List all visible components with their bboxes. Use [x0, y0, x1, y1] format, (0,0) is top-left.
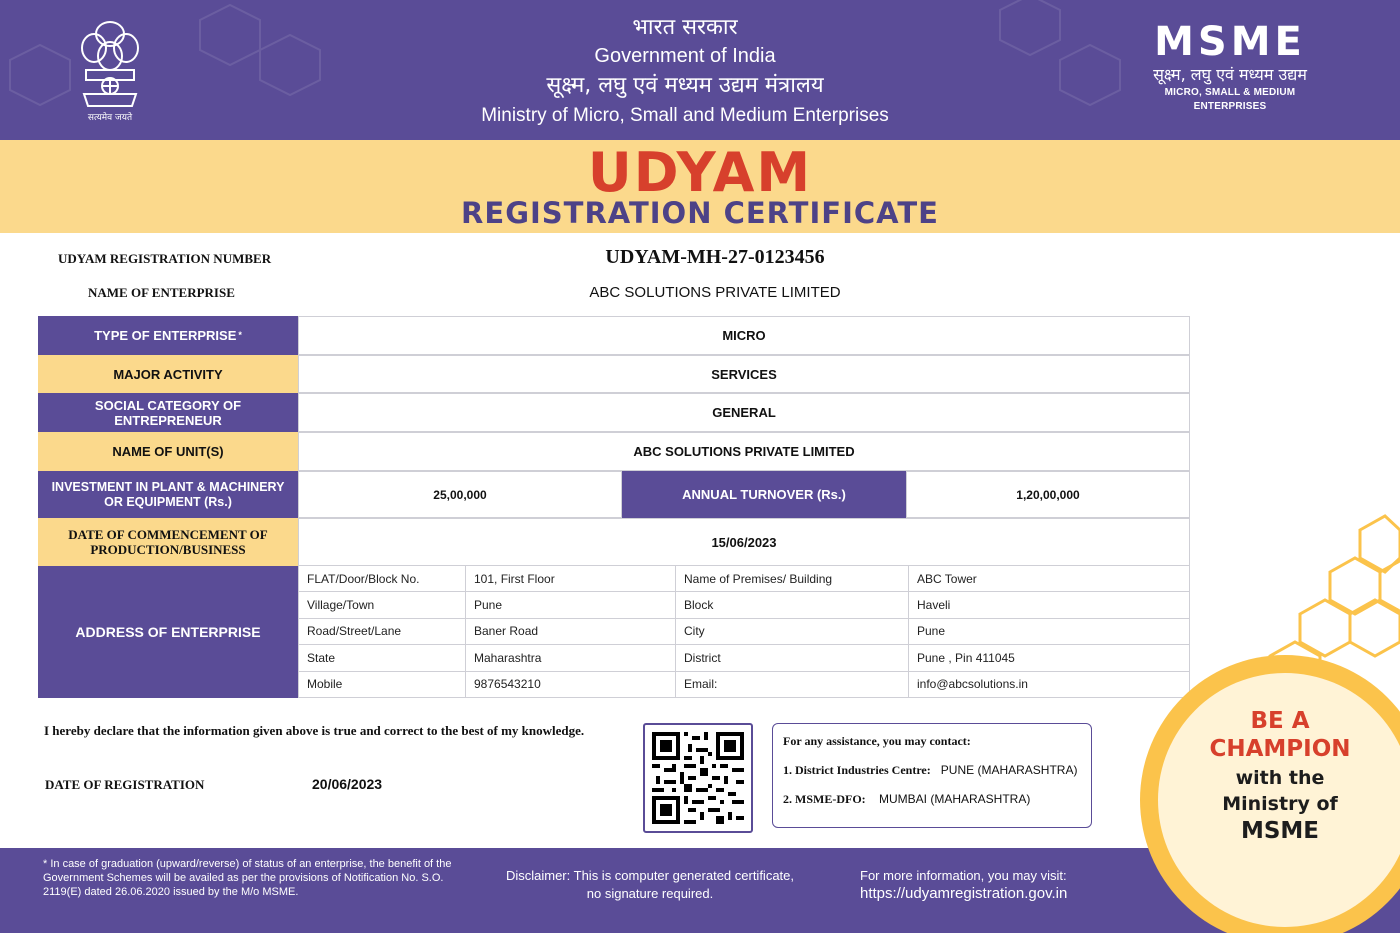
disclaimer-line-2: no signature required.: [586, 886, 714, 901]
assistance-line-dic: [783, 763, 1081, 778]
champion-line-2: CHAMPION: [1209, 736, 1351, 762]
lion-capital-icon: [72, 14, 148, 110]
assistance-box: [772, 723, 1092, 828]
declaration-text: I hereby declare that the information given above is true and correct to the best of my knowledge.: [44, 723, 585, 738]
type-of-enterprise-label-text: TYPE OF ENTERPRISE: [94, 328, 237, 343]
registration-date-value: 20/06/2023: [312, 776, 383, 792]
title-band: [0, 140, 1400, 233]
assistance-dfo-label: 2. MSME-DFO:: [783, 792, 866, 806]
qr-code[interactable]: [643, 723, 753, 833]
champion-line-1: BE A: [1250, 708, 1310, 734]
header-band: [0, 0, 1400, 140]
row-address: [38, 566, 1190, 698]
address-key: State: [298, 645, 466, 670]
enterprise-name-value: ABC SOLUTIONS PRIVATE LIMITED: [589, 284, 841, 301]
type-of-enterprise-value: MICRO: [298, 316, 1190, 355]
commencement-date-label: DATE OF COMMENCEMENT OF PRODUCTION/BUSINESS: [38, 518, 298, 566]
government-heading: [380, 14, 990, 130]
asterisk-marker: *: [238, 330, 242, 340]
address-key: Name of Premises/ Building: [676, 566, 909, 591]
social-category-value: GENERAL: [298, 393, 1190, 432]
name-of-unit-label: NAME OF UNIT(S): [38, 432, 298, 471]
assistance-dfo-value: MUMBAI (MAHARASHTRA): [879, 792, 1031, 806]
assistance-dic-label: 1. District Industries Centre:: [783, 763, 931, 777]
champion-line-3: with the: [1235, 767, 1325, 789]
registration-number-value: UDYAM-MH-27-0123456: [605, 246, 825, 268]
address-row: [298, 592, 1190, 618]
commencement-date-value: 15/06/2023: [298, 518, 1190, 566]
address-key: District: [676, 645, 909, 670]
row-major-activity: [38, 355, 1190, 393]
champion-line-4: Ministry of: [1222, 793, 1338, 815]
annual-turnover-value: 1,20,00,000: [906, 471, 1190, 518]
row-name-of-unit: [38, 432, 1190, 471]
gov-english-title: Government of India: [594, 45, 776, 67]
name-of-unit-value: ABC SOLUTIONS PRIVATE LIMITED: [298, 432, 1190, 471]
champion-line-5: MSME: [1240, 818, 1320, 844]
emblem-motto: सत्यमेव जयते: [87, 113, 133, 123]
certificate-title-sub: REGISTRATION CERTIFICATE: [461, 196, 939, 230]
row-social-category: [38, 393, 1190, 432]
ministry-hindi-title: सूक्ष्म, लघु एवं मध्यम उद्यम मंत्रालय: [546, 73, 824, 98]
enterprise-name-label: NAME OF ENTERPRISE: [88, 285, 235, 300]
row-investment-turnover: [38, 471, 1190, 518]
qr-code-icon: [652, 732, 744, 824]
address-key: Block: [676, 592, 909, 617]
address-value: Baner Road: [466, 619, 676, 644]
assistance-line-dfo: [783, 792, 1081, 807]
row-commencement-date: [38, 518, 1190, 566]
address-value: Pune , Pin 411045: [909, 645, 1190, 670]
address-label: ADDRESS OF ENTERPRISE: [38, 566, 298, 698]
investment-value: 25,00,000: [298, 471, 622, 518]
msme-logo-english: MICRO, SMALL & MEDIUM ENTERPRISES: [1164, 87, 1296, 112]
certificate-title-main: UDYAM: [587, 141, 813, 204]
major-activity-label: MAJOR ACTIVITY: [38, 355, 298, 393]
gov-hindi-title: भारत सरकार: [632, 15, 738, 40]
msme-logo-word: MSME: [1154, 19, 1306, 65]
address-row: [298, 672, 1190, 698]
msme-logo: [1130, 20, 1330, 110]
address-row: [298, 645, 1190, 671]
annual-turnover-label: ANNUAL TURNOVER (Rs.): [622, 471, 906, 518]
address-key: Mobile: [298, 672, 466, 697]
website-link[interactable]: https://udyamregistration.gov.in: [860, 885, 1068, 902]
address-grid: [298, 566, 1190, 698]
registration-date-label: DATE OF REGISTRATION: [45, 777, 205, 792]
address-value: 101, First Floor: [466, 566, 676, 591]
national-emblem: [72, 14, 148, 126]
address-value: Maharashtra: [466, 645, 676, 670]
address-key: Village/Town: [298, 592, 466, 617]
row-type-of-enterprise: [38, 316, 1190, 355]
address-value: Pune: [466, 592, 676, 617]
type-of-enterprise-label: [38, 316, 298, 355]
assistance-dic-value: PUNE (MAHARASHTRA): [940, 763, 1078, 777]
address-key: Email:: [676, 672, 909, 697]
msme-logo-hindi: सूक्ष्म, लघु एवं मध्यम उद्यम: [1153, 65, 1307, 84]
social-category-label: SOCIAL CATEGORY OF ENTREPRENEUR: [38, 393, 298, 432]
footer-note: * In case of graduation (upward/reverse) of status of an enterprise, the benefit of the Government Schemes will be availed as per the provisions of Notification No. S.O. 2119(E) dated 26.06.2020 issued by the M/o MSME.: [43, 858, 452, 898]
footer-disclaimer: [490, 867, 810, 903]
address-row: [298, 566, 1190, 592]
registration-number-label: UDYAM REGISTRATION NUMBER: [58, 251, 272, 266]
disclaimer-line-1: Disclaimer: This is computer generated certificate,: [505, 868, 795, 883]
address-value: ABC Tower: [909, 566, 1190, 591]
more-info-text: For more information, you may visit:: [860, 868, 1067, 883]
email-link[interactable]: info@abcsolutions.in: [909, 672, 1190, 697]
champion-badge-text: [1190, 707, 1370, 845]
assistance-title: For any assistance, you may contact:: [783, 734, 971, 748]
ministry-english-title: Ministry of Micro, Small and Medium Enterprises: [481, 105, 889, 126]
investment-label: INVESTMENT IN PLANT & MACHINERY OR EQUIPMENT (Rs.): [38, 471, 298, 518]
address-row: [298, 619, 1190, 645]
address-value: Haveli: [909, 592, 1190, 617]
address-key: City: [676, 619, 909, 644]
address-key: FLAT/Door/Block No.: [298, 566, 466, 591]
major-activity-value: SERVICES: [298, 355, 1190, 393]
address-value: Pune: [909, 619, 1190, 644]
footer-more-info: [860, 867, 1120, 903]
address-value: 9876543210: [466, 672, 676, 697]
address-key: Road/Street/Lane: [298, 619, 466, 644]
